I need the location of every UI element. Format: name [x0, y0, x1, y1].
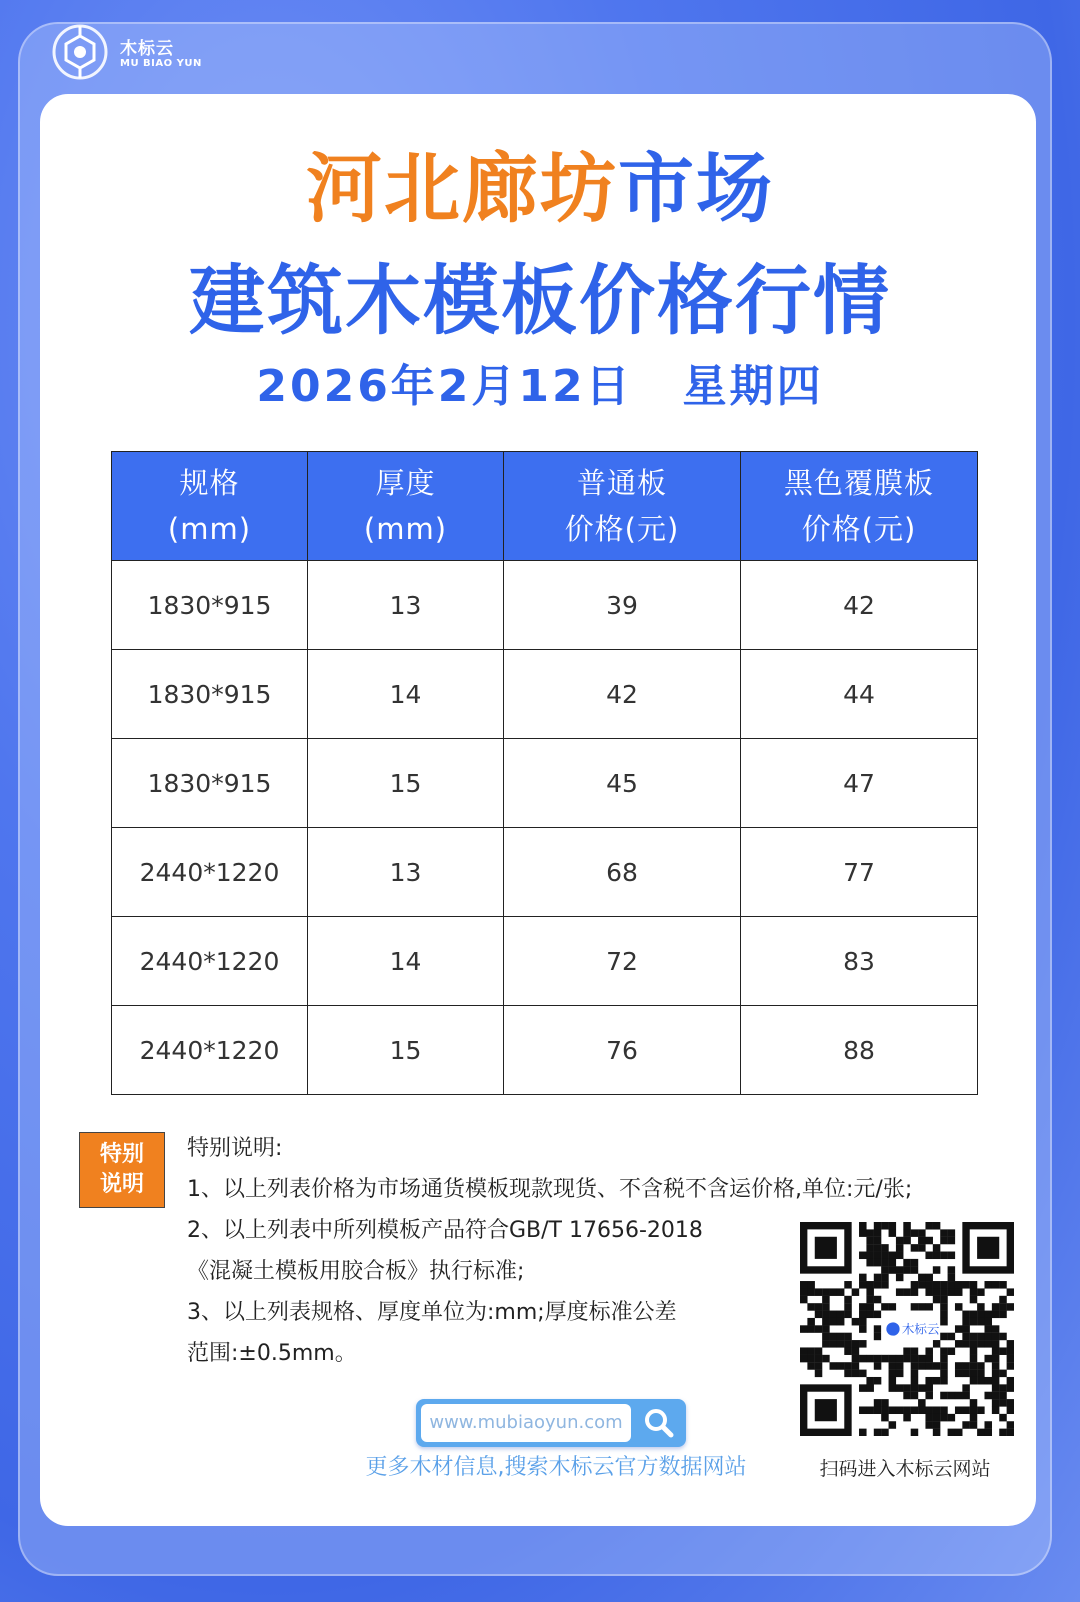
- note-line: 范围:±0.5mm。: [187, 1341, 357, 1366]
- cell-thickness: 14: [308, 917, 504, 1006]
- search-caption: 更多木材信息,搜索木标云官方数据网站: [365, 1455, 747, 1480]
- date-value: 2026年2月12日: [256, 361, 633, 412]
- cell-thickness: 13: [308, 561, 504, 650]
- cell-film-price: 83: [741, 917, 978, 1006]
- note-line: 《混凝土模板用胶合板》执行标准;: [187, 1259, 525, 1284]
- header-film-line1: 黑色覆膜板: [783, 466, 934, 500]
- header-thickness: [308, 452, 504, 561]
- report-date: [0, 350, 1080, 414]
- qr-code[interactable]: [800, 1222, 1014, 1436]
- cell-film-price: 47: [741, 739, 978, 828]
- title-region: 河北廊坊: [306, 144, 618, 233]
- website-search-box[interactable]: [416, 1399, 686, 1447]
- weekday: 星期四: [682, 361, 824, 412]
- cell-film-price: 42: [741, 561, 978, 650]
- cell-thickness: 15: [308, 1006, 504, 1095]
- table-row: [112, 739, 978, 828]
- cell-spec: 2440*1220: [112, 1006, 308, 1095]
- cell-spec: 1830*915: [112, 561, 308, 650]
- table-row: [112, 828, 978, 917]
- cell-film-price: 44: [741, 650, 978, 739]
- table-row: [112, 1006, 978, 1095]
- table-header-row: [112, 452, 978, 561]
- cell-regular-price: 72: [504, 917, 741, 1006]
- svg-text:木标云: 木标云: [901, 1321, 940, 1337]
- cell-thickness: 14: [308, 650, 504, 739]
- price-table: [111, 451, 978, 1095]
- special-note-tag: [79, 1132, 165, 1208]
- note-line: 2、以上列表中所列模板产品符合GB/T 17656-2018: [187, 1218, 703, 1243]
- page-title-line1: [0, 128, 1080, 237]
- cell-thickness: 13: [308, 828, 504, 917]
- cell-regular-price: 68: [504, 828, 741, 917]
- logo-icon: [52, 24, 108, 80]
- note-line: 1、以上列表价格为市场通货模板现款现货、不含税不含运价格,单位:元/张;: [187, 1177, 913, 1202]
- title-market: 市场: [618, 144, 774, 233]
- brand-logo[interactable]: [52, 24, 222, 80]
- note-tag-line2: 说明: [99, 1172, 144, 1197]
- notes-heading: 特别说明:: [187, 1136, 283, 1161]
- brand-name-en: MU BIAO YUN: [120, 58, 202, 69]
- cell-regular-price: 39: [504, 561, 741, 650]
- page-title-line2: 建筑木模板价格行情: [189, 256, 891, 345]
- cell-regular-price: 45: [504, 739, 741, 828]
- cell-spec: 2440*1220: [112, 828, 308, 917]
- search-url-field[interactable]: www.mubiaoyun.com: [421, 1404, 631, 1442]
- cell-film-price: 77: [741, 828, 978, 917]
- cell-regular-price: 76: [504, 1006, 741, 1095]
- header-spec: [112, 452, 308, 561]
- header-regular-price: [504, 452, 741, 561]
- cell-spec: 1830*915: [112, 739, 308, 828]
- header-film-price: [741, 452, 978, 561]
- table-row: [112, 650, 978, 739]
- brand-name-cn: 木标云: [120, 39, 174, 59]
- cell-regular-price: 42: [504, 650, 741, 739]
- header-thickness-line1: 厚度: [375, 466, 436, 500]
- table-row: [112, 561, 978, 650]
- header-spec-line1: 规格: [179, 466, 240, 500]
- cell-film-price: 88: [741, 1006, 978, 1095]
- header-thickness-line2: (mm): [363, 512, 448, 546]
- cell-spec: 2440*1220: [112, 917, 308, 1006]
- header-film-line2: 价格(元): [801, 512, 917, 546]
- search-icon[interactable]: [638, 1403, 680, 1443]
- header-regular-line2: 价格(元): [564, 512, 680, 546]
- note-line: 3、以上列表规格、厚度单位为:mm;厚度标准公差: [187, 1300, 677, 1325]
- note-tag-line1: 特别: [99, 1142, 144, 1167]
- qr-caption: 扫码进入木标云网站: [819, 1458, 991, 1480]
- header-spec-line2: (mm): [167, 512, 252, 546]
- cell-thickness: 15: [308, 739, 504, 828]
- header-regular-line1: 普通板: [576, 466, 667, 500]
- table-row: [112, 917, 978, 1006]
- cell-spec: 1830*915: [112, 650, 308, 739]
